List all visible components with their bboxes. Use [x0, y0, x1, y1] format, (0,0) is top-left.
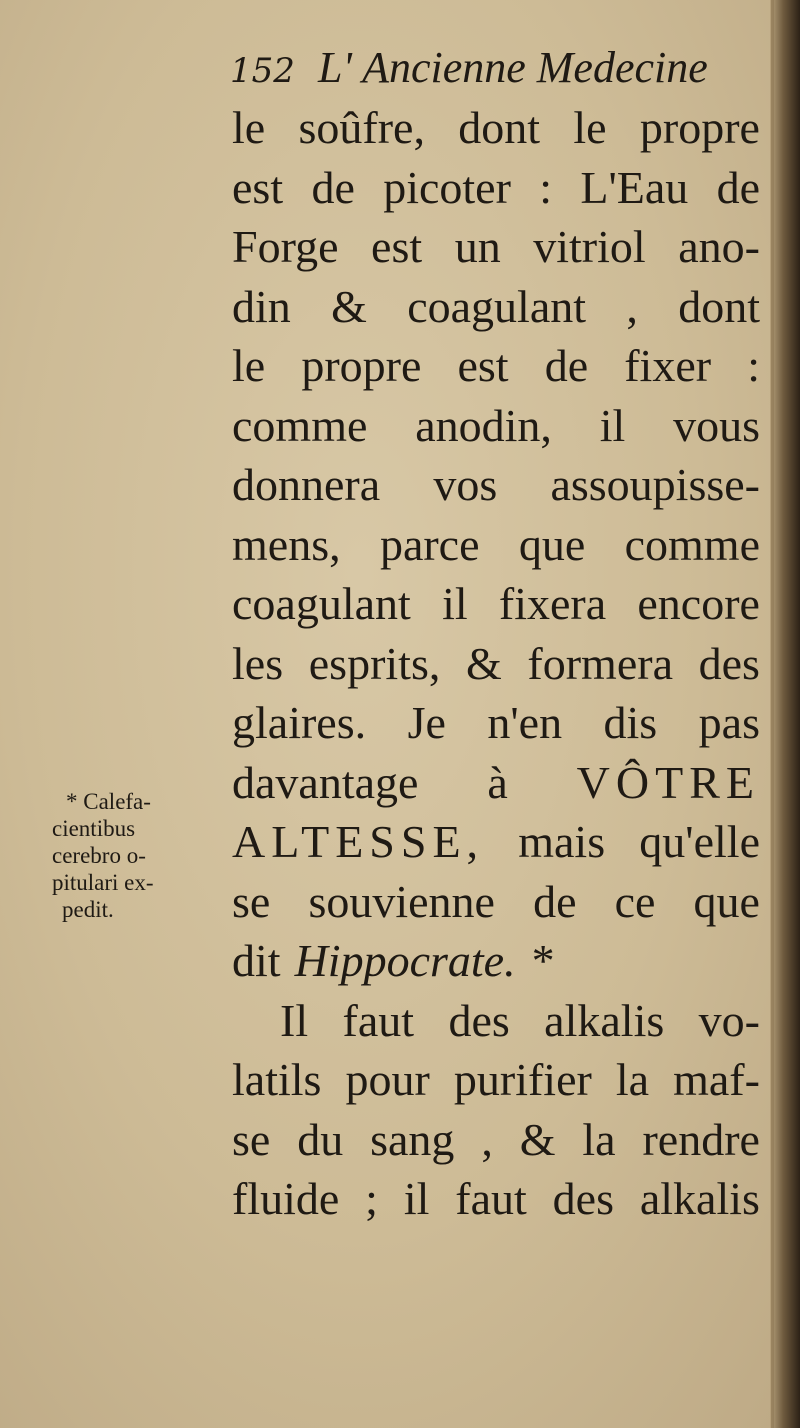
word: mais — [518, 816, 606, 867]
word: coagulant — [232, 578, 411, 629]
marginal-note-line: cientibus — [52, 816, 136, 841]
text-line-11 — [232, 693, 760, 753]
word: L'Eau — [580, 161, 689, 213]
word: esprits, — [308, 637, 441, 689]
word: pas — [698, 697, 760, 748]
word: le — [573, 102, 607, 153]
word: la — [615, 1054, 650, 1105]
word: glaires. — [232, 697, 367, 748]
text-line-18 — [232, 1110, 760, 1170]
word: ano- — [678, 221, 760, 272]
word: ; — [365, 1173, 378, 1224]
marginal-note-line: cerebro o- — [52, 843, 146, 868]
word: de — [533, 875, 577, 927]
word: qu'elle — [639, 816, 760, 867]
dedicatee-name: VÔTRE — [576, 756, 760, 808]
marginal-note-line: pedit. — [62, 897, 114, 922]
word: parce — [379, 518, 480, 570]
word: du — [297, 1113, 344, 1165]
word: : — [539, 161, 553, 213]
word: , — [626, 280, 638, 332]
word: vitriol — [533, 221, 646, 272]
word: à — [487, 756, 508, 808]
text-line-1 — [232, 98, 760, 158]
text-line-8 — [232, 515, 760, 575]
page-number: 152 — [230, 51, 295, 91]
word: Je — [407, 697, 446, 748]
marginal-note-line: pitulari ex- — [52, 870, 154, 895]
word: : — [747, 340, 760, 391]
word: anodin, — [415, 399, 552, 451]
word: pour — [345, 1054, 430, 1105]
word: faut — [342, 994, 415, 1046]
word: de — [544, 340, 589, 391]
text-line-4 — [232, 277, 760, 337]
word: , — [481, 1113, 493, 1165]
text-line-16 — [232, 991, 760, 1051]
word: est — [457, 340, 509, 391]
text-line-10 — [232, 634, 760, 694]
word: dont — [458, 102, 541, 153]
word: Forge — [232, 221, 339, 272]
word: dis — [603, 697, 658, 748]
text-line-7 — [232, 455, 760, 515]
word: coagulant — [407, 280, 587, 332]
word: vous — [673, 399, 760, 451]
word: est — [371, 221, 423, 272]
text-line-14 — [232, 872, 760, 932]
text-line-5 — [232, 336, 760, 396]
page-edge — [771, 0, 774, 1428]
word: il — [403, 1173, 430, 1224]
word: de — [311, 161, 355, 213]
main-text — [232, 98, 760, 1229]
word: alkalis — [544, 994, 665, 1046]
word: & — [519, 1113, 556, 1165]
word: un — [454, 221, 501, 272]
word: maf- — [673, 1054, 760, 1105]
word: que — [518, 518, 586, 570]
word: que — [693, 875, 760, 927]
word: purifier — [453, 1054, 592, 1105]
word: des — [698, 637, 760, 689]
text-line-17 — [232, 1050, 760, 1110]
word: souvienne — [308, 875, 495, 927]
word: la — [582, 1113, 616, 1165]
word: dit — [232, 935, 281, 986]
word: dont — [678, 280, 760, 332]
word: ce — [614, 875, 656, 927]
page-header — [230, 42, 708, 102]
word: se — [232, 1113, 271, 1165]
word: alkalis — [639, 1173, 760, 1224]
word: propre — [639, 102, 760, 153]
text-line-19 — [232, 1169, 760, 1229]
running-title: L' Ancienne Medecine — [318, 43, 708, 92]
page-gutter-shadow — [770, 0, 800, 1428]
text-line-15 — [232, 931, 760, 991]
word: faut — [455, 1173, 527, 1224]
word: le — [232, 340, 266, 391]
word: des — [448, 994, 510, 1046]
text-line-12 — [232, 753, 760, 813]
word: les — [232, 637, 284, 689]
author-name: Hippocrate. — [294, 935, 516, 986]
word: formera — [527, 637, 673, 689]
word: n'en — [487, 697, 563, 748]
text-line-3 — [232, 217, 760, 277]
word: picoter — [383, 161, 511, 213]
word: din — [232, 280, 291, 332]
word: des — [552, 1173, 614, 1224]
text-line-9 — [232, 574, 760, 634]
word: propre — [301, 340, 422, 391]
word: sang — [370, 1113, 455, 1165]
word: soûfre, — [298, 102, 425, 153]
word: donnera — [232, 459, 381, 510]
word: fixera — [498, 578, 607, 629]
word: fluide — [232, 1173, 340, 1224]
word: mens, — [232, 518, 341, 570]
word: rendre — [642, 1113, 760, 1165]
word: Il — [280, 994, 309, 1046]
word: fixer — [624, 340, 712, 391]
word: davantage — [232, 756, 419, 808]
word: vo- — [698, 994, 760, 1046]
word: il — [599, 399, 626, 451]
word: latils — [232, 1054, 322, 1105]
word: comme — [232, 399, 368, 451]
word: & — [466, 637, 502, 689]
word: le — [232, 102, 266, 153]
word: assoupisse- — [550, 459, 760, 510]
text-line-2 — [232, 158, 760, 218]
word: & — [331, 280, 367, 332]
word: vos — [433, 459, 498, 510]
word: de — [716, 161, 760, 213]
word: comme — [624, 518, 760, 570]
text-line-13 — [232, 812, 760, 872]
text-line-6 — [232, 396, 760, 456]
word: se — [232, 875, 271, 927]
word: il — [442, 578, 468, 629]
word: est — [232, 161, 284, 213]
marginal-note — [52, 788, 212, 923]
marginal-note-line: * Calefa- — [66, 789, 151, 814]
dedicatee-title: ALTESSE, — [232, 816, 485, 867]
word: encore — [637, 578, 760, 629]
footnote-marker: * — [531, 935, 555, 986]
